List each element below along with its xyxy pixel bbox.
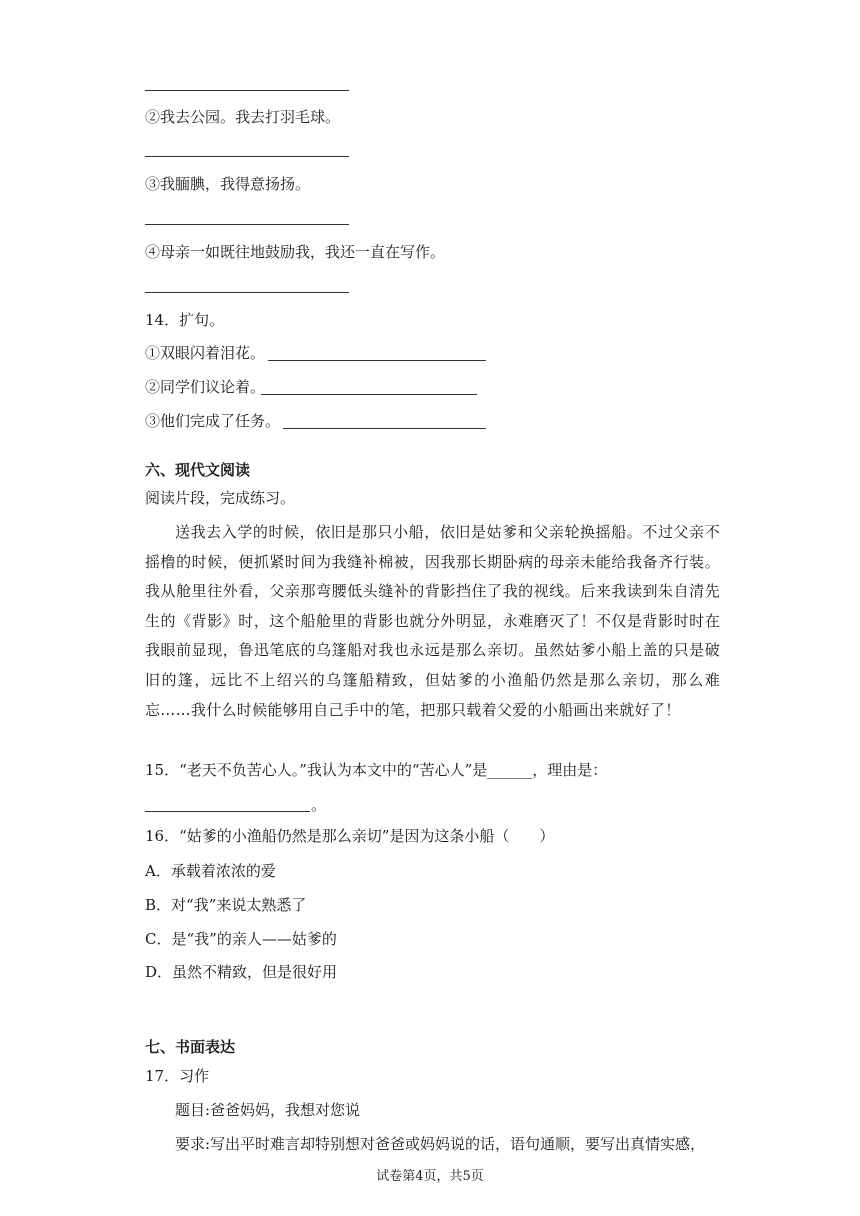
- q14-item-1: ①双眼闪着泪花。: [145, 344, 266, 362]
- answer-line[interactable]: [145, 292, 349, 293]
- answer-line[interactable]: [145, 90, 349, 91]
- answer-line[interactable]: [261, 394, 477, 395]
- q14-title: 14．扩句。: [145, 311, 225, 329]
- q14-item-2: ②同学们议论着。: [145, 378, 266, 396]
- section-7-title: 七、书面表达: [145, 1038, 236, 1056]
- q15-end-mark: 。: [311, 796, 327, 814]
- q13-item-3: ③我腼腆，我得意扬扬。: [145, 175, 311, 193]
- q17-requirement: 要求:写出平时难言却特别想对爸爸或妈妈说的话，语句通顺，要写出真情实感，: [175, 1135, 706, 1153]
- reading-passage: 送我去入学的时候，依旧是那只小船，依旧是姑爹和父亲轮换摇船。不过父亲不摇橹的时候，便抓紧时间为我缝补棉被，因我那长期卧病的母亲未能给我备齐行装。我从舱里往外看，父亲那弯腰低头缝补的背影挡住了我的视线。后来我读到朱自清先生的《背影》时，这个船舱里的背影也就分外明显，永难磨灭了！不仅是背影时时在我眼前显现，鲁迅笔底的乌篷船对我也永远是那么亲切。虽然姑爹小船上盖的只是破旧的篷，远比不上绍兴的乌篷船精致，但姑爹的小渔船仍然是那么亲切，那么难忘……我什么时候能够用自己手中的笔，把那只载着父爱的小船画出来就好了！: [145, 523, 720, 719]
- q17-topic: 题目:爸爸妈妈，我想对您说: [175, 1101, 361, 1119]
- q16-option-d[interactable]: D．虽然不精致，但是很好用: [145, 963, 338, 981]
- answer-line[interactable]: [268, 360, 486, 361]
- q16-stem: 16．“姑爹的小渔船仍然是那么亲切”是因为这条小船（ ）: [145, 827, 555, 845]
- answer-line[interactable]: [145, 156, 349, 157]
- section-6-title: 六、现代文阅读: [145, 461, 251, 479]
- answer-line[interactable]: [145, 811, 310, 812]
- q15-question: 15．“老天不负苦心人。”我认为本文中的“苦心人”是______，理由是：: [145, 761, 608, 779]
- q13-item-4: ④母亲一如既往地鼓励我，我还一直在写作。: [145, 243, 446, 261]
- q16-option-b[interactable]: B．对“我”来说太熟悉了: [145, 896, 307, 914]
- reading-instruction: 阅读片段，完成练习。: [145, 489, 296, 507]
- answer-line[interactable]: [145, 224, 349, 225]
- page-footer: 试卷第4页，共5页: [376, 1169, 484, 1184]
- q16-option-a[interactable]: A．承载着浓浓的爱: [145, 862, 276, 880]
- q17-title: 17．习作: [145, 1067, 210, 1085]
- q13-item-2: ②我去公园。我去打羽毛球。: [145, 108, 341, 126]
- answer-line[interactable]: [283, 428, 486, 429]
- q16-option-c[interactable]: C．是“我”的亲人——姑爹的: [145, 930, 337, 948]
- q14-item-3: ③他们完成了任务。: [145, 412, 281, 430]
